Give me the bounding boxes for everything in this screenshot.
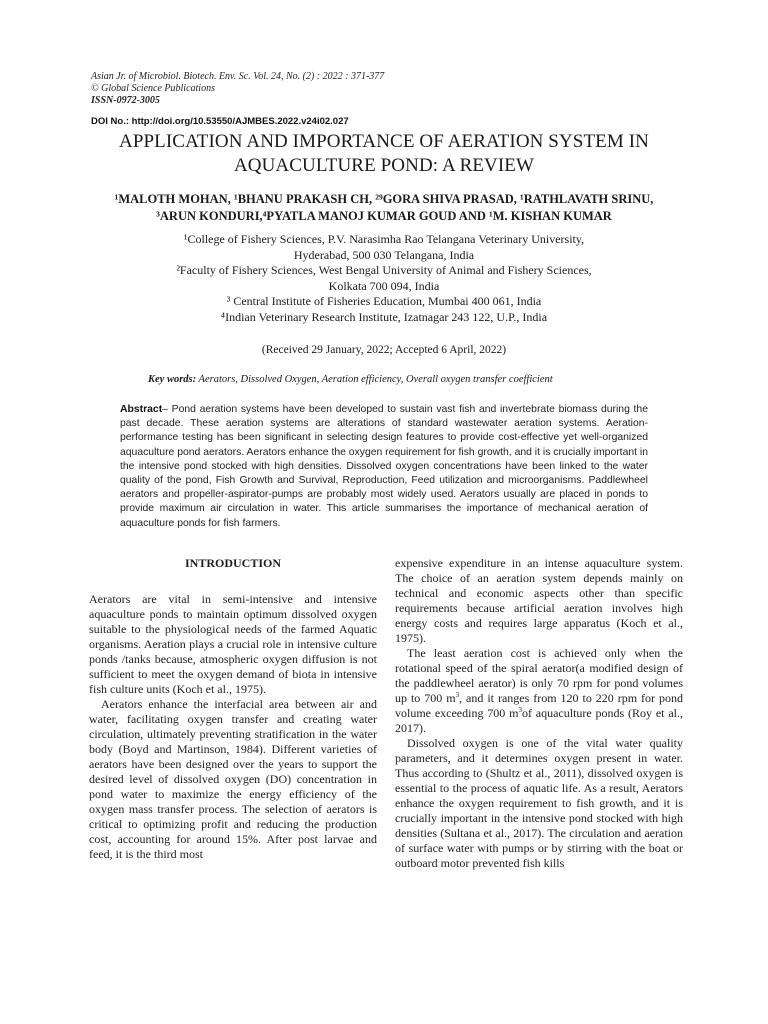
author-list <box>80 191 688 225</box>
authors-line-2: ³ARUN KONDURI,⁴PYATLA MANOJ KUMAR GOUD AND ¹M. KISHAN KUMAR <box>156 209 612 223</box>
authors-line-1: ¹MALOTH MOHAN, ¹BHANU PRAKASH CH, ²⁹GORA SHIVA PRASAD, ¹RATHLAVATH SRINU, <box>114 192 654 206</box>
paragraph-text: The least aeration cost is achieved only when the rotational speed of the spiral aerator(a modified design of the paddlewheel aerator) is only 70 rpm for pond volumes up to 700 m <box>395 646 683 705</box>
body-paragraph: Dissolved oxygen is one of the vital water quality parameters, and it determines oxygen present in water. Thus according to (Shultz et al., 2011), dissolved oxygen is essential to the process of aquatic life. As a result, Aerators enhance the oxygen requirement to fish growth, and it is crucially important in the intensive pond stocked with high densities (Sultana et al., 2017). The circulation and aeration of surface water with pumps or by stirring with the boat or outboard motor prevented fish kills <box>395 736 683 870</box>
paper-title <box>80 130 688 178</box>
title-line-1: APPLICATION AND IMPORTANCE OF AERATION SYSTEM IN <box>119 131 649 152</box>
body-paragraph <box>395 646 683 736</box>
journal-publisher: © Global Science Publications <box>91 83 215 94</box>
body-paragraph: Aerators are vital in semi-intensive and intensive aquaculture ponds to maintain optimum dissolved oxygen suitable to the physiological needs of the farmed Aquatic organisms. Aeration plays a crucial role in intensive culture ponds /tanks because, atmospheric oxygen diffusion is not sufficient to meet the oxygen demand of biota in intensive fish culture units (Koch et al., 1975). <box>89 592 377 696</box>
abstract <box>120 403 648 531</box>
received-dates: (Received 29 January, 2022; Accepted 6 April, 2022) <box>261 344 507 356</box>
keywords-label: Key words: <box>148 374 197 385</box>
affiliation-line: ²Faculty of Fishery Sciences, West Bengal University of Animal and Fishery Sciences, <box>176 263 592 277</box>
journal-header <box>91 71 384 107</box>
body-paragraph: expensive expenditure in an intense aquaculture system. The choice of an aeration system depends mainly on technical and economic aspects other than specific requirements because artificial aeration involves high energy costs and requires large apparatus (Koch et al., 1975). <box>395 556 683 645</box>
abstract-label: Abstract <box>120 404 163 415</box>
abstract-text: – Pond aeration systems have been developed to sustain vast fish and invertebrate biomass during the past decade. These aeration systems are alterations of standard wastewater aeration systems. Aeration-performance testing has been significant in selecting design features to provide cost-effective yet well-organized aquaculture pond aerators. Aerators enhance the oxygen requirement for fish growth, and it is crucially important in the intensive pond stocked with high densities. Dissolved oxygen concentrations have been linked to the water quality of the pond, Fish Growth and Survival, Reproduction, Feed utilization and microorganisms. Paddlewheel aerators and propeller-aspirator-pumps are probably most widely used. Aerators usually are placed in ponds to provide maximum air circulation in water. This article summarises the importance of mechanical aeration of aquaculture ponds for fish farmers. <box>120 404 648 529</box>
body-column-left <box>89 556 377 862</box>
title-line-2: AQUACULTURE POND: A REVIEW <box>233 155 535 176</box>
superscript: 3 <box>518 706 522 714</box>
affiliation-line: ⁴Indian Veterinary Research Institute, Izatnagar 243 122, U.P., India <box>220 309 548 324</box>
affiliation-line: ³ Central Institute of Fisheries Education, Mumbai 400 061, India <box>226 294 542 308</box>
affiliations <box>80 232 688 325</box>
section-heading-introduction: INTRODUCTION <box>184 556 281 570</box>
doi-link[interactable]: DOI No.: http://doi.org/10.53550/AJMBES.2022.v24i02.027 <box>91 116 349 127</box>
superscript: 3 <box>455 691 460 699</box>
paragraph-text: of aquaculture ponds (Roy et al., 2017). <box>395 706 683 735</box>
affiliation-line: ¹College of Fishery Sciences, P.V. Narasimha Rao Telangana Veterinary University, <box>183 232 585 246</box>
affiliation-line: Hyderabad, 500 030 Telangana, India <box>293 247 475 262</box>
paragraph-text: , and it ranges from 120 to 220 rpm for pond volume exceeding 700 m <box>395 691 683 720</box>
body-column-right <box>395 556 683 871</box>
keywords <box>148 374 553 385</box>
affiliation-line: Kolkata 700 094, India <box>328 278 440 293</box>
journal-citation: Asian Jr. of Microbiol. Biotech. Env. Sc. Vol. 24, No. (2) : 2022 : 371-377 <box>91 71 385 82</box>
journal-issn: ISSN-0972-3005 <box>91 95 160 106</box>
body-paragraph: Aerators enhance the interfacial area between air and water, facilitating oxygen transfer and creating water circulation, ultimately preventing stratification in the water body (Boyd and Martinson, 1984). Different varieties of aerators have been designed over the years to support the desired level of dissolved oxygen (DO) concentration in pond water to maximize the energy efficiency of the oxygen mass transfer process. The selection of aerators is critical to optimizing profit and reducing the production cost, accounting for around 15%. After post larvae and feed, it is the third most <box>89 697 377 861</box>
keywords-text: Aerators, Dissolved Oxygen, Aeration efficiency, Overall oxygen transfer coefficient <box>196 374 553 385</box>
